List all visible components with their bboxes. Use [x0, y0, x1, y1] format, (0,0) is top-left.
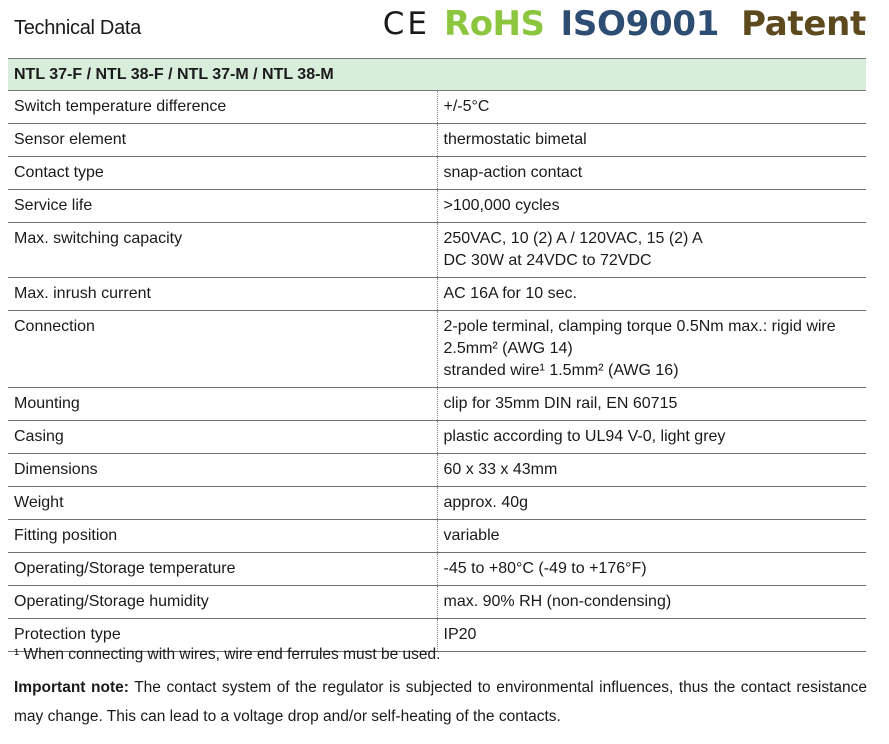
- table-row: [8, 157, 866, 190]
- spec-value: [437, 454, 866, 487]
- table-row: [8, 421, 866, 454]
- spec-label: Connection: [8, 311, 437, 388]
- spec-value: [437, 388, 866, 421]
- spec-label: Protection type: [8, 619, 437, 652]
- important-note-label: Important note:: [14, 679, 129, 696]
- table-row: [8, 190, 866, 223]
- spec-table-body: [8, 91, 866, 652]
- spec-label: Switch temperature difference: [8, 91, 437, 124]
- spec-value: [437, 586, 866, 619]
- spec-value-line: thermostatic bimetal: [443, 131, 587, 148]
- spec-value-line: 60 x 33 x 43mm: [443, 461, 558, 478]
- table-row: [8, 553, 866, 586]
- table-row: [8, 487, 866, 520]
- table-row: [8, 388, 866, 421]
- table-row: [8, 454, 866, 487]
- ce-mark-logo: CE: [382, 6, 431, 42]
- spec-label: Weight: [8, 487, 437, 520]
- table-header-row: [8, 59, 866, 91]
- spec-label: Fitting position: [8, 520, 437, 553]
- spec-value: [437, 421, 866, 454]
- spec-value: [437, 124, 866, 157]
- iso9001-logo: ISO9001: [560, 4, 720, 44]
- table-row: [8, 586, 866, 619]
- spec-value-line: clip for 35mm DIN rail, EN 60715: [443, 395, 678, 412]
- patent-logo: Patent: [741, 4, 866, 44]
- spec-value-line: approx. 40g: [443, 494, 529, 511]
- spec-label: Sensor element: [8, 124, 437, 157]
- table-heading: NTL 37-F / NTL 38-F / NTL 37-M / NTL 38-M: [8, 59, 866, 91]
- spec-label: Service life: [8, 190, 437, 223]
- spec-value: [437, 157, 866, 190]
- spec-value-line: snap-action contact: [443, 164, 583, 181]
- spec-value-line: DC 30W at 24VDC to 72VDC: [443, 252, 652, 269]
- spec-label: Max. switching capacity: [8, 223, 437, 278]
- table-row: [8, 124, 866, 157]
- spec-label: Operating/Storage temperature: [8, 553, 437, 586]
- spec-value-line: 250VAC, 10 (2) A / 120VAC, 15 (2) A: [443, 230, 703, 247]
- spec-value: [437, 278, 866, 311]
- spec-value-line: plastic according to UL94 V-0, light grey: [443, 428, 726, 445]
- spec-label: Max. inrush current: [8, 278, 437, 311]
- spec-value: [437, 311, 866, 388]
- important-note: [14, 674, 867, 731]
- spec-value-line: variable: [443, 527, 500, 544]
- page-title: Technical Data: [14, 17, 141, 39]
- spec-value-line: -45 to +80°C (-49 to +176°F): [443, 560, 647, 577]
- spec-value: [437, 520, 866, 553]
- spec-value-line: 2-pole terminal, clamping torque 0.5Nm max.: rigid wire 2.5mm² (AWG 14): [443, 318, 836, 357]
- spec-value-line: IP20: [443, 626, 477, 643]
- spec-value: [437, 223, 866, 278]
- spec-value: [437, 553, 866, 586]
- header: [0, 0, 889, 50]
- spec-value-line: AC 16A for 10 sec.: [443, 285, 577, 302]
- rohs-logo: RoHS: [444, 4, 545, 44]
- spec-label: Casing: [8, 421, 437, 454]
- table-row: [8, 520, 866, 553]
- certification-logos: [383, 2, 866, 46]
- table-row: [8, 223, 866, 278]
- spec-label: Dimensions: [8, 454, 437, 487]
- spec-value-line: max. 90% RH (non-condensing): [443, 593, 672, 610]
- spec-value-line: stranded wire¹ 1.5mm² (AWG 16): [443, 362, 679, 379]
- table-row: [8, 91, 866, 124]
- table-row: [8, 278, 866, 311]
- spec-label: Operating/Storage humidity: [8, 586, 437, 619]
- spec-label: Contact type: [8, 157, 437, 190]
- table-row: [8, 311, 866, 388]
- spec-value-line: >100,000 cycles: [443, 197, 560, 214]
- spec-value: [437, 487, 866, 520]
- spec-value: [437, 91, 866, 124]
- spec-value: [437, 190, 866, 223]
- spec-label: Mounting: [8, 388, 437, 421]
- important-note-text: The contact system of the regulator is subjected to environmental influences, thus the contact resistance may change. This can lead to a voltage drop and/or self-heating of the contacts.: [14, 679, 867, 725]
- spec-value-line: +/-5°C: [443, 98, 490, 115]
- spec-table: [8, 58, 866, 652]
- footnote: ¹ When connecting with wires, wire end ferrules must be used.: [14, 646, 441, 663]
